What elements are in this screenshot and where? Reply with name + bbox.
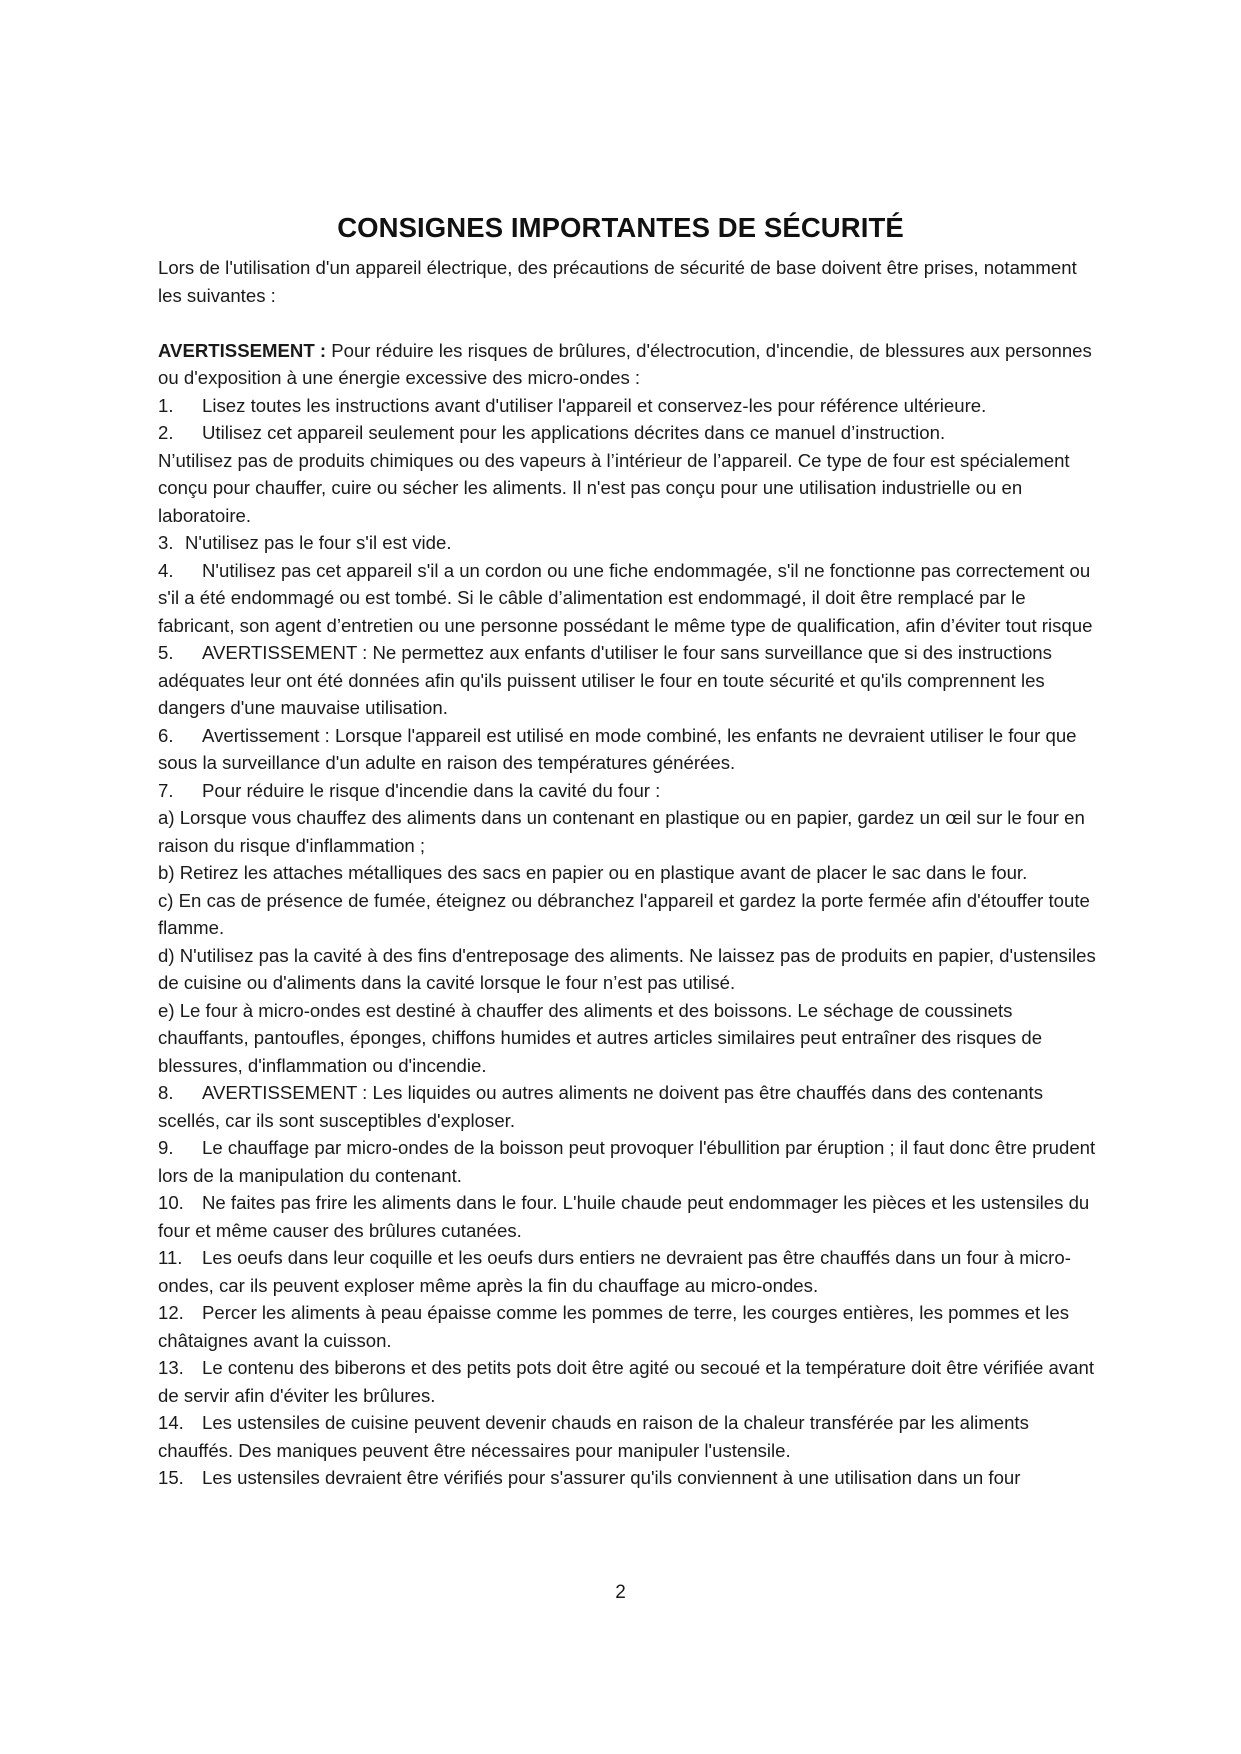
item-number: 11. bbox=[158, 1247, 183, 1268]
item-text: N’utilisez pas de produits chimiques ou des vapeurs à l’intérieur de l’appareil. Ce type de four est spécialement conçu pour chauffer, cuire ou sécher les aliments. Il n'est pas conçu pour une utilisation industrielle ou en laboratoire. bbox=[158, 449, 1070, 526]
list-item bbox=[158, 1079, 1098, 1134]
list-item bbox=[158, 777, 1098, 805]
list-item bbox=[158, 557, 1098, 640]
list-item bbox=[158, 1189, 1098, 1244]
item-text: N'utilisez pas le four s'il est vide. bbox=[185, 532, 452, 553]
item-number: 5. bbox=[158, 642, 174, 663]
item-text: Lisez toutes les instructions avant d'utiliser l'appareil et conservez-les pour référence ultérieure. bbox=[202, 394, 987, 416]
item-number: 15. bbox=[158, 1467, 184, 1488]
item-number: 6. bbox=[158, 724, 174, 746]
item-text: d) N'utilisez pas la cavité à des fins d'entreposage des aliments. Ne laissez pas de produits en papier, d'ustensiles de cuisine ou d'aliments dans la cavité lorsque le four n’est pas utilisé. bbox=[158, 944, 1096, 993]
page-title: CONSIGNES IMPORTANTES DE SÉCURITÉ bbox=[337, 212, 904, 244]
list-item bbox=[158, 722, 1098, 777]
list-item bbox=[158, 419, 1098, 447]
list-item bbox=[158, 1354, 1098, 1409]
item-number: 14. bbox=[158, 1412, 184, 1433]
list-item bbox=[158, 639, 1098, 722]
item-text: AVERTISSEMENT : Les liquides ou autres aliments ne doivent pas être chauffés dans des contenants scellés, car ils sont susceptibles d'exploser. bbox=[158, 1082, 1043, 1131]
list-subitem bbox=[158, 859, 1098, 887]
list-item bbox=[158, 447, 1098, 530]
item-number: 10. bbox=[158, 1192, 184, 1213]
item-number: 7. bbox=[158, 779, 174, 801]
list-subitem bbox=[158, 804, 1098, 859]
item-number: 9. bbox=[158, 1137, 174, 1158]
item-number: 4. bbox=[158, 559, 174, 581]
item-number: 13. bbox=[158, 1357, 184, 1378]
list-subitem bbox=[158, 887, 1098, 942]
item-text: Utilisez cet appareil seulement pour les applications décrites dans ce manuel d’instruction. bbox=[202, 422, 946, 443]
list-item bbox=[158, 1134, 1098, 1189]
intro-paragraph: Lors de l'utilisation d'un appareil électrique, des précautions de sécurité de base doivent être prises, notamment les suivantes : bbox=[158, 257, 1077, 306]
list-item bbox=[158, 529, 1098, 557]
item-text: Percer les aliments à peau épaisse comme les pommes de terre, les courges entières, les pommes et les châtaignes avant la cuisson. bbox=[158, 1302, 1070, 1351]
item-text: N'utilisez pas cet appareil s'il a un cordon ou une fiche endommagée, s'il ne fonctionne pas correctement ou s'il a été endommagé ou est tombé. Si le câble d’alimentation est endommagé, il doit être remplacé par le fabricant, son agent d’entretien ou une personne possédant le même type de qualification, afin d’éviter tout risque bbox=[158, 559, 1093, 636]
item-text: Pour réduire le risque d'incendie dans la cavité du four : bbox=[202, 779, 661, 801]
warning-label: AVERTISSEMENT : bbox=[158, 339, 327, 361]
item-text: Ne faites pas frire les aliments dans le four. L'huile chaude peut endommager les pièces et les ustensiles du four et même causer des brûlures cutanées. bbox=[158, 1192, 1090, 1241]
item-number: 1. bbox=[158, 394, 174, 416]
item-text: AVERTISSEMENT : Ne permettez aux enfants d'utiliser le four sans surveillance que si des instructions adéquates leur ont été données afin qu'ils puissent utiliser le four en toute sécurité et qu'ils comprennent les dangers d'une mauvaise utilisation. bbox=[158, 642, 1052, 718]
item-text: Le contenu des biberons et des petits pots doit être agité ou secoué et la température doit être vérifiée avant de servir afin d'éviter les brûlures. bbox=[158, 1357, 1095, 1406]
item-number: 3. bbox=[158, 532, 174, 553]
warning-paragraph bbox=[158, 337, 1098, 392]
list-item bbox=[158, 1409, 1098, 1464]
list-subitem bbox=[158, 997, 1098, 1080]
item-number: 2. bbox=[158, 422, 174, 443]
warning-text: Pour réduire les risques de brûlures, d'électrocution, d'incendie, de blessures aux personnes ou d'exposition à une énergie excessive des micro-ondes : bbox=[158, 339, 1092, 388]
list-subitem bbox=[158, 942, 1098, 997]
list-item bbox=[158, 1464, 1098, 1492]
item-text: b) Retirez les attaches métalliques des sacs en papier ou en plastique avant de placer le sac dans le four. bbox=[158, 862, 1028, 883]
document-body bbox=[158, 254, 1098, 1492]
item-text: c) En cas de présence de fumée, éteignez ou débranchez l'appareil et gardez la porte fermée afin d'étouffer toute flamme. bbox=[158, 889, 1090, 938]
list-item bbox=[158, 1244, 1098, 1299]
item-number: 8. bbox=[158, 1082, 174, 1103]
item-text: e) Le four à micro-ondes est destiné à chauffer des aliments et des boissons. Le séchage de coussinets chauffants, pantoufles, éponges, chiffons humides et autres articles similaires peut entraîner des risques de blessures, d'inflammation ou d'incendie. bbox=[158, 999, 1043, 1076]
item-number: 12. bbox=[158, 1302, 184, 1323]
item-text: Avertissement : Lorsque l'appareil est utilisé en mode combiné, les enfants ne devraient utiliser le four que sous la surveillance d'un adulte en raison des températures générées. bbox=[158, 724, 1077, 773]
page-number: 2 bbox=[615, 1582, 626, 1603]
list-item bbox=[158, 1299, 1098, 1354]
item-text: Les ustensiles devraient être vérifiés pour s'assurer qu'ils conviennent à une utilisation dans un four bbox=[202, 1467, 1021, 1488]
item-text: Les oeufs dans leur coquille et les oeufs durs entiers ne devraient pas être chauffés dans un four à micro-ondes, car ils peuvent exploser même après la fin du chauffage au micro-ondes. bbox=[158, 1247, 1071, 1296]
list-item bbox=[158, 392, 1098, 420]
item-text: Le chauffage par micro-ondes de la boisson peut provoquer l'ébullition par éruption ; il faut donc être prudent lors de la manipulation du contenant. bbox=[158, 1137, 1096, 1186]
item-text: a) Lorsque vous chauffez des aliments dans un contenant en plastique ou en papier, gardez un œil sur le four en raison du risque d'inflammation ; bbox=[158, 807, 1085, 856]
item-text: Les ustensiles de cuisine peuvent devenir chauds en raison de la chaleur transférée par les aliments chauffés. Des maniques peuvent être nécessaires pour manipuler l'ustensile. bbox=[158, 1412, 1029, 1461]
